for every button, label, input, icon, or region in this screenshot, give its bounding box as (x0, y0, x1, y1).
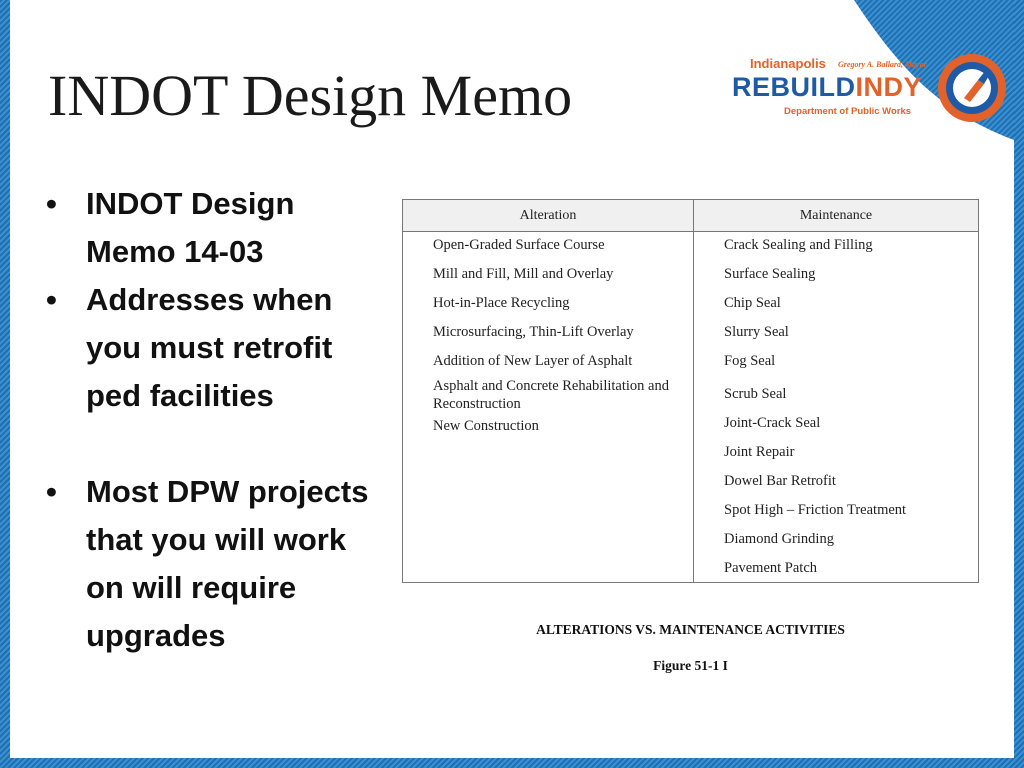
bullet-item: • Addresses when you must retrofit ped facilities (40, 276, 380, 420)
maintenance-item: Scrub Seal (724, 386, 787, 402)
bullet-list (40, 180, 380, 660)
maintenance-item: Dowel Bar Retrofit (724, 473, 836, 489)
logo-wordmark-rebuild: REBUILD (732, 72, 856, 102)
alteration-item: New Construction (433, 418, 539, 434)
column-header-maintenance: Maintenance (694, 200, 979, 232)
alteration-item: Asphalt and Concrete Rehabilitation and Reconstruction (433, 378, 669, 412)
shovel-seal-icon (934, 50, 1010, 126)
maintenance-item: Fog Seal (724, 353, 776, 369)
column-header-alteration: Alteration (403, 200, 694, 232)
maintenance-item: Crack Sealing and Filling (724, 237, 873, 253)
alteration-item: Hot-in-Place Recycling (433, 295, 570, 311)
alteration-item: Mill and Fill, Mill and Overlay (433, 266, 614, 282)
logo-city: Indianapolis (750, 56, 826, 71)
bullet-item: • Most DPW projects that you will work on will require upgrades (40, 468, 380, 660)
maintenance-item: Slurry Seal (724, 324, 789, 340)
slide-title: INDOT Design Memo (48, 63, 573, 128)
maintenance-item: Pavement Patch (724, 560, 818, 576)
maintenance-item: Surface Sealing (724, 266, 816, 282)
alteration-column (403, 232, 694, 583)
maintenance-item: Joint-Crack Seal (724, 415, 821, 431)
alteration-item: Addition of New Layer of Asphalt (433, 353, 633, 369)
memo-figure (392, 180, 1000, 673)
maintenance-column (694, 232, 979, 583)
slide (10, 0, 1014, 758)
alteration-item: Microsurfacing, Thin-Lift Overlay (433, 324, 634, 340)
logo-department: Department of Public Works (784, 106, 912, 117)
figure-caption: ALTERATIONS VS. MAINTENANCE ACTIVITIES (536, 622, 845, 637)
logo-wordmark (732, 72, 922, 103)
rebuild-indy-logo (722, 46, 1022, 136)
logo-mayor: Gregory A. Ballard, Mayor (838, 60, 927, 69)
maintenance-item: Chip Seal (724, 295, 781, 311)
logo-wordmark-indy: INDY (855, 72, 923, 102)
maintenance-item: Diamond Grinding (724, 531, 834, 547)
maintenance-item: Spot High – Friction Treatment (724, 502, 907, 518)
bullet-item: • INDOT Design Memo 14-03 (40, 180, 380, 276)
maintenance-item: Joint Repair (724, 444, 795, 460)
figure-label: Figure 51-1 I (653, 658, 728, 673)
alteration-item: Open-Graded Surface Course (433, 237, 605, 253)
alteration-maintenance-table (402, 199, 979, 583)
